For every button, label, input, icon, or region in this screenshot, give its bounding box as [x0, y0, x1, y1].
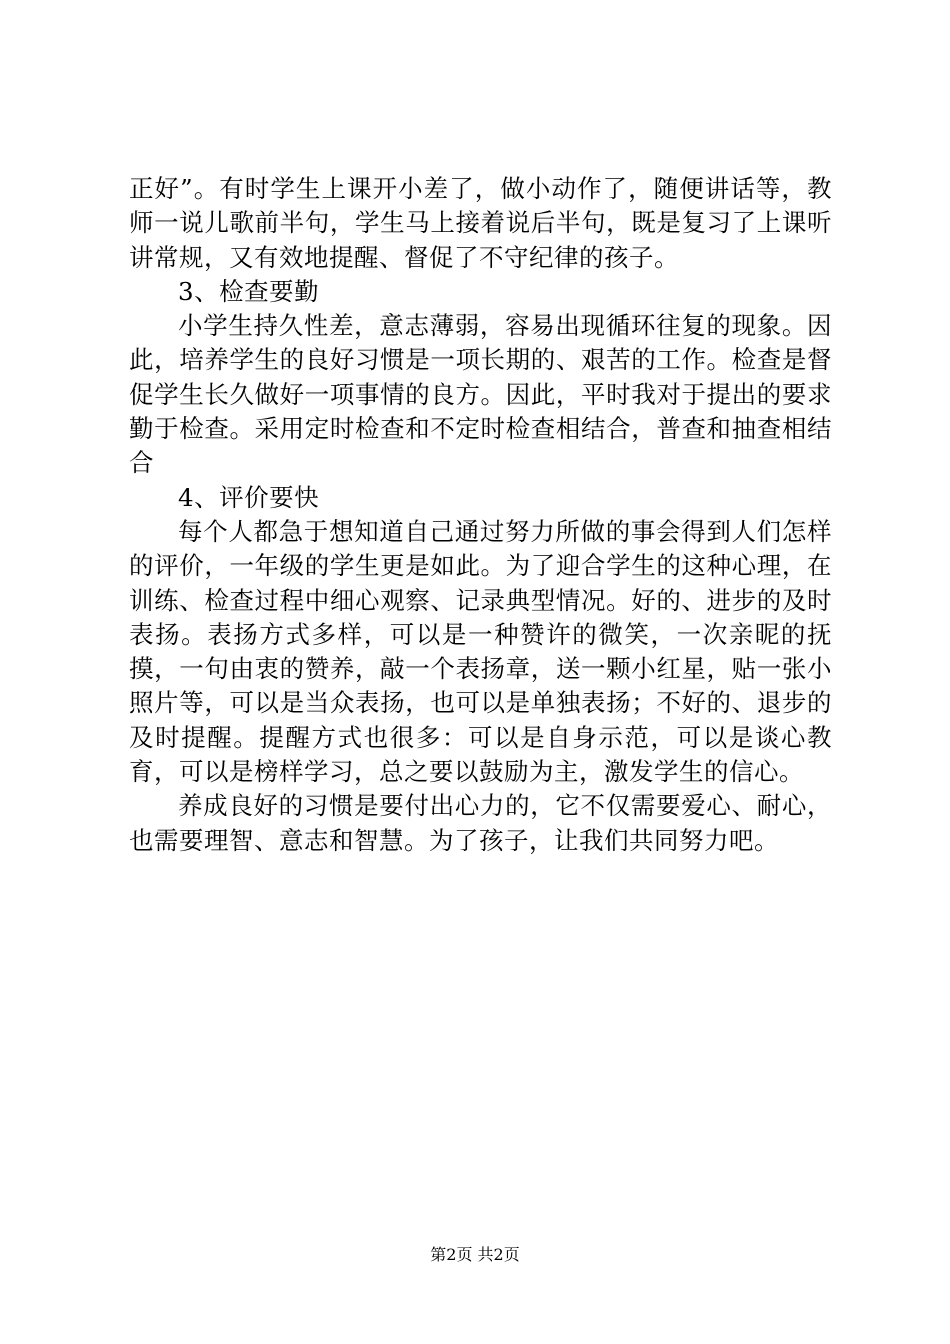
paragraph-evaluation: 每个人都急于想知道自己通过努力所做的事会得到人们怎样的评价，一年级的学生更是如此。为了迎合学生的这种心理，在训练、检查过程中细心观察、记录典型情况。好的、进步的及时表扬。表扬方式多样，可以是一种赞许的微笑，一次亲昵的抚摸，一句由衷的赞养，敲一个表扬章，送一颗小红星，贴一张小照片等，可以是当众表扬，也可以是单独表扬；不好的、退步的及时提醒。提醒方式也很多：可以是自身示范，可以是谈心教育，可以是榜样学习，总之要以鼓励为主，激发学生的信心。: [129, 516, 832, 787]
section-heading-inspection: 3、检查要勤: [178, 276, 320, 306]
paragraph-inspection: 小学生持久性差，意志薄弱，容易出现循环往复的现象。因此，培养学生的良好习惯是一项长期的、艰苦的工作。检查是督促学生长久做好一项事情的良方。因此，平时我对于提出的要求勤于检查。采用定时检查和不定时检查相结合，普查和抽查相结合: [129, 311, 832, 478]
document-body: [129, 172, 832, 858]
page-number-footer: 第2页 共2页: [430, 1245, 520, 1264]
paragraph-conclusion: 养成良好的习惯是要付出心力的，它不仅需要爱心、耐心，也需要理智、意志和智慧。为了孩子，让我们共同努力吧。: [129, 791, 832, 855]
section-heading-evaluation: 4、评价要快: [178, 482, 320, 512]
paragraph-classroom-rhyme: 正好”。有时学生上课开小差了，做小动作了，随便讲话等，教师一说儿歌前半句，学生马上接着说后半句，既是复习了上课听讲常规，又有效地提醒、督促了不守纪律的孩子。: [129, 174, 832, 272]
